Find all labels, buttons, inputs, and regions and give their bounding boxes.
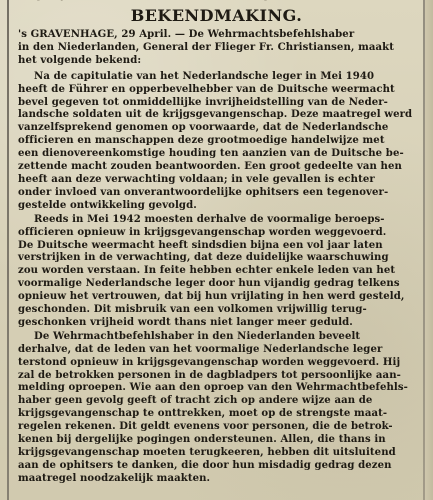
paragraph-3 [18, 331, 415, 486]
paragraph-line: heeft de Führer en opperbevelhebber van de Duitsche weermacht [18, 83, 395, 95]
paragraph-line: zal de betrokken personen in de dagbladpers tot persoonlijke aan- [18, 369, 401, 381]
paragraph-line: een dienovereenkomstige houding ten aanzien van de Duitsche be- [18, 148, 404, 160]
paragraph-line: verstrijken in de verwachting, dat deze duidelijke waarschuwing [18, 252, 389, 264]
article-intro [18, 29, 415, 68]
paragraph-line: voormalige Nederlandsche leger door hun vijandig gedrag telkens [18, 278, 400, 290]
paragraph-line: geschonken vrijheid wordt thans niet langer meer geduld. [18, 316, 353, 328]
paragraph-line: regelen rekenen. Dit geldt evenens voor personen, die de betrok- [18, 421, 393, 433]
paragraph-line: bevel gegeven tot onmiddellijke invrijheidstelling van de Neder- [18, 96, 388, 108]
paragraph-2 [18, 214, 415, 330]
paragraph-line: melding oproepen. Wie aan den oproep van den Wehrmachtbefehls- [18, 382, 408, 394]
paragraph-line: De Wehrmachtbefehlshaber in den Niederlanden beveelt [34, 330, 361, 342]
paragraph-line: Na de capitulatie van het Nederlandsche leger in Mei 1940 [34, 70, 375, 82]
top-strip-text [0, 0, 268, 1]
paragraph-line: krijgsgevangenschap moeten terugkeeren, hebben dit uitsluitend [18, 447, 396, 458]
paragraph-line: heeft aan deze verwachting voldaan; in vele gevallen is echter [18, 173, 375, 185]
paragraph-line: officieren opnieuw in krijgsgevangenschap worden weggevoerd. [18, 226, 387, 238]
paragraph-line: krijgsgevangenschap te onttrekken, moet op de strengste maat- [18, 408, 388, 420]
paragraph-line: vanzelfsprekend genomen op voorwaarde, dat de Nederlandsche [18, 122, 389, 134]
paragraph-line: zou worden verstaan. In feite hebben echter enkele leden van het [18, 265, 396, 277]
paragraph-line: maatregel noodzakelijk maakten. [18, 472, 211, 484]
paragraph-line: gestelde ontwikkeling gevolgd. [18, 199, 197, 211]
page-edge-shadow [425, 0, 433, 500]
paragraph-line: zettende macht zouden beantwoorden. Een groot gedeelte van hen [18, 161, 402, 173]
paragraph-line: terstond opnieuw in krijgsgevangenschap worden weggevoerd. Hij [18, 356, 401, 368]
intro-line: het volgende bekend: [18, 54, 142, 66]
paragraph-line: derhalve, dat de leden van het voormalige Nederlandsche leger [18, 343, 383, 355]
paragraph-line: onder invloed van onverantwoordelijke ophitsers een tegenover- [18, 186, 389, 198]
paragraph-line: De Duitsche weermacht heeft sindsdien bijna een vol jaar laten [18, 239, 383, 251]
paragraph-line: Reeds in Mei 1942 moesten derhalve de voormalige beroeps- [34, 213, 385, 225]
right-column-rule [423, 0, 425, 500]
intro-line: in den Niederlanden, General der Flieger Fr. Christiansen, maakt [18, 41, 395, 53]
bekendmaking-article [18, 7, 415, 495]
paragraph-line: geschonden. Dit misbruik van een volkomen vrijwillig terug- [18, 304, 367, 316]
paragraph-line: aan de ophitsers te danken, die door hun misdadig gedrag dezen [18, 459, 392, 471]
paragraph-line: landsche soldaten uit de krijgsgevangenschap. Deze maatregel werd [18, 109, 413, 121]
paragraph-line: kenen bij dergelijke pogingen ondersteunen. Allen, die thans in [18, 434, 386, 446]
paragraph-1 [18, 71, 415, 213]
intro-line: 's GRAVENHAGE, 29 April. — De Wehrmachtsbefehlshaber [18, 29, 355, 40]
paragraph-line: haber geen gevolg geeft of tracht zich op andere wijze aan de [18, 395, 373, 407]
article-title: BEKENDMAKING. [130, 6, 303, 25]
left-column-rule [7, 0, 9, 500]
paragraph-line: opnieuw het vertrouwen, dat bij hun vrijlating in hen werd gesteld, [18, 291, 405, 303]
paragraph-line: officieren en manschappen deze grootmoedige handelwijze met [18, 135, 385, 147]
